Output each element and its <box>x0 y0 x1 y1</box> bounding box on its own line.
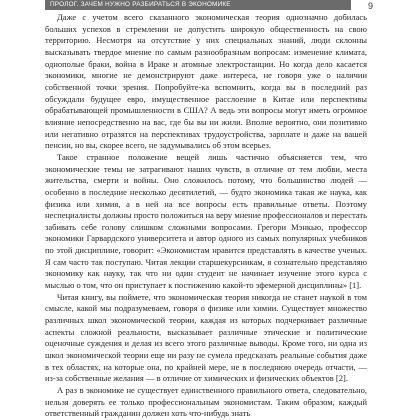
body-text <box>45 12 367 420</box>
paragraph-3: Читая книгу, вы поймете, что экономическая теория никогда не станет наукой в том смысле, какой мы подразумеваем, говоря о физике или химии. Существует множество различных школ экономической теории, каждая из которых подчеркивает различные аспекты сложной реальности, высказывает различные этические и политические оценочные суждения и делая из всего этого различные выводы. Кроме того, ни одна из школ экономической теории еще ни разу не сумела предсказать реальные события даже в тех областях, на которые она, по крайней мере, не в последнюю очередь отчасти, — из-за собственные желания — в отличие от химических и физических объектов [2]. <box>45 291 367 384</box>
page-number: 9 <box>368 1 374 11</box>
paragraph-4: А раз в экономике не существует единственного правильного ответа, следовательно, нельзя доверять ее только профессиональным экономистам. Таким образом, каждый ответственный гражданин должен хоть что-нибудь знать <box>45 385 367 419</box>
paragraph-1: Даже с учетом всего сказанного экономическая теория однозначно добилась больших успехов в стремлении не допустить широкую общественность на свою территорию. Несмотря на отсутствие у них специальных знаний, люди склонны высказывать твердое мнение по самым разнообразным вопросам: изменение климата, однополые браки, война в Ираке и атомные электростанции. Но когда дело касается экономики, многие не демонстрируют даже интереса, не говоря уже о наличии собственной точки зрения. Попробуйте-ка вспомнить, когда вы в последний раз обсуждали будущее евро, имущественное расслоение в Китае или перспективы обрабатывающей промышленности в США? А ведь эти вопросы могут иметь огромное влияние непосредственно на вас, где бы вы ни жили. Вполне вероятно, они позитивно или негативно отразятся на перспективах трудоустройства, зарплате и даже на вашей пенсии, но вы, скорее всего, не задумывались об этом всерьез. <box>45 12 367 151</box>
paragraph-2: Такое странное положение вещей лишь частично объясняется тем, что экономические темы не затрагивают наших чувств, в отличие от тем любви, места жительства, смерти и войны. Оно сложилось потому, что большинство людей — особенно в последние несколько десятилетий, — будто экономика такая же наука, как физика или химия, а в ней на все вопросы есть правильные ответы. Поэтому неспециалисты должны просто положиться на веру мнение профессионалов и перестать забивать себе голову слишком сложными вопросами. Грегори Мэнкью, профессор экономики Гарвардского университета и автор одного из самых популярных учебников по этой дисциплине, говорит: «Экономистам нравится представлять в качестве ученых. Я сам часто так поступаю. Читая лекции старшекурсникам, я сознательно представляю экономику как науку, так что ни один студент не начинает изучение этого курса с мыслью о том, что он приступает к постижению какой-то эфемерной дисциплины» [1]. <box>45 151 367 291</box>
running-header-title: ПРОЛОГ. ЗАЧЕМ НУЖНО РАЗБИРАТЬСЯ В ЭКОНОМИКЕ <box>50 1 231 8</box>
